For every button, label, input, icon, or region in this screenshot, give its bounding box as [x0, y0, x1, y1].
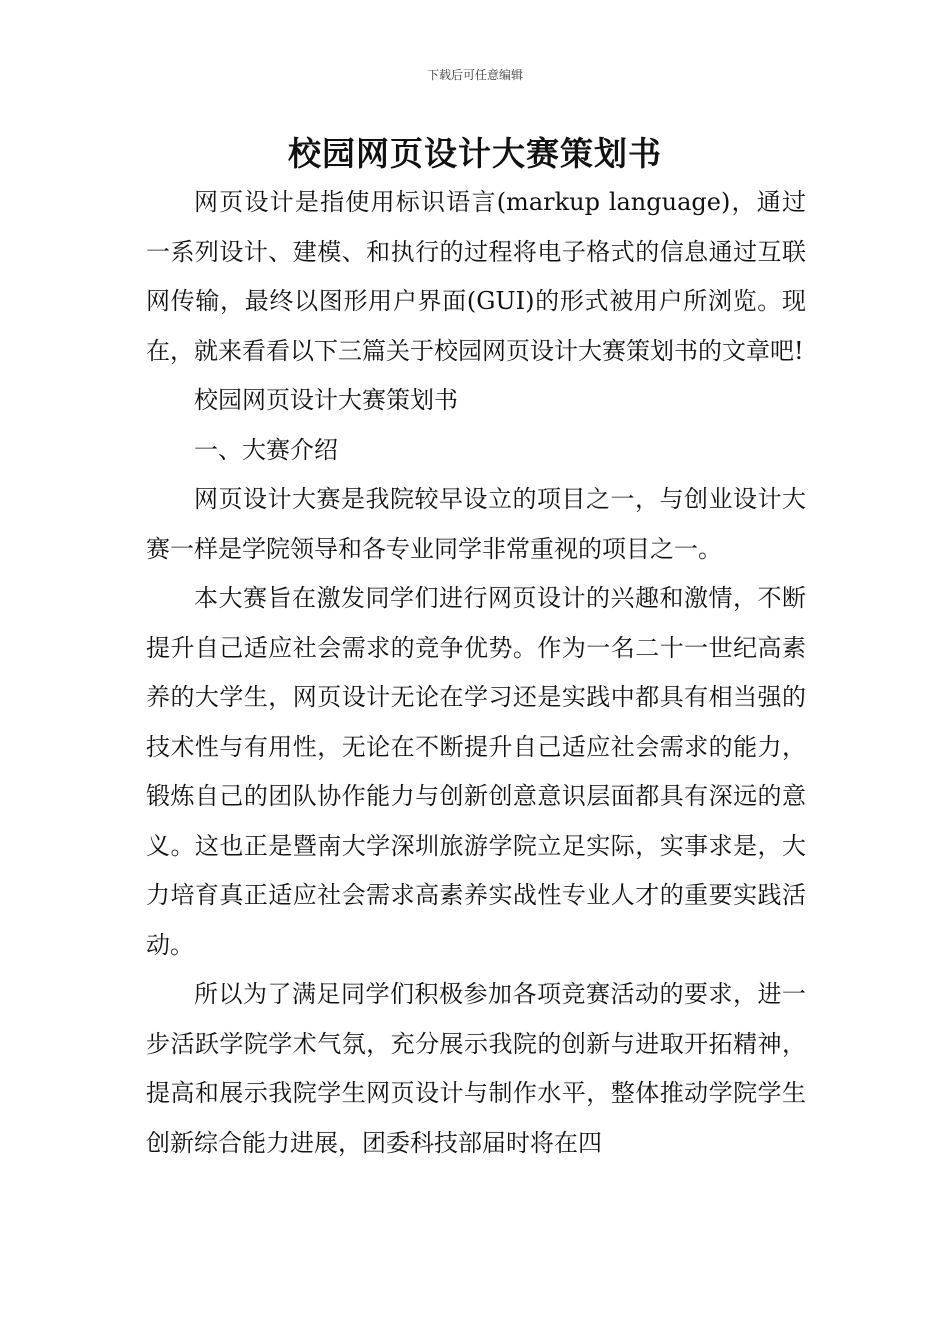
document-title: 校园网页设计大赛策划书 — [288, 134, 662, 173]
section-heading-intro: 一、大赛介绍 — [194, 435, 338, 464]
paragraph-contest-intro: 网页设计大赛是我院较早设立的项目之一，与创业设计大赛一样是学院领导和各专业同学非常重视的项目之一。 — [146, 485, 806, 563]
paragraph-intro: 网页设计是指使用标识语言(markup language)，通过一系列设计、建模、和执行的过程将电子格式的信息通过互联网传输，最终以图形用户界面(GUI)的形式被用户所浏览。现在，就来看看以下三篇关于校园网页设计大赛策划书的文章吧! — [146, 188, 806, 365]
paragraph-contest-motivation: 所以为了满足同学们积极参加各项竞赛活动的要求，进一步活跃学院学术气氛，充分展示我院的创新与进取开拓精神，提高和展示我院学生网页设计与制作水平，整体推动学院学生创新综合能力进展，团委科技部届时将在四 — [146, 980, 806, 1157]
paragraph-subtitle: 校园网页设计大赛策划书 — [194, 386, 458, 414]
document-body — [146, 178, 806, 1168]
header-note: 下载后可任意编辑 — [426, 68, 523, 82]
paragraph-contest-purpose: 本大赛旨在激发同学们进行网页设计的兴趣和激情，不断提升自己适应社会需求的竞争优势。作为一名二十一世纪高素养的大学生，网页设计无论在学习还是实践中都具有相当强的技术性与有用性，无论在不断提升自己适应社会需求的能力，锻炼自己的团队协作能力与创新创意意识层面都具有深远的意义。这也正是暨南大学深圳旅游学院立足实际，实事求是，大力培育真正适应社会需求高素养实战性专业人才的重要实践活动。 — [146, 584, 806, 959]
